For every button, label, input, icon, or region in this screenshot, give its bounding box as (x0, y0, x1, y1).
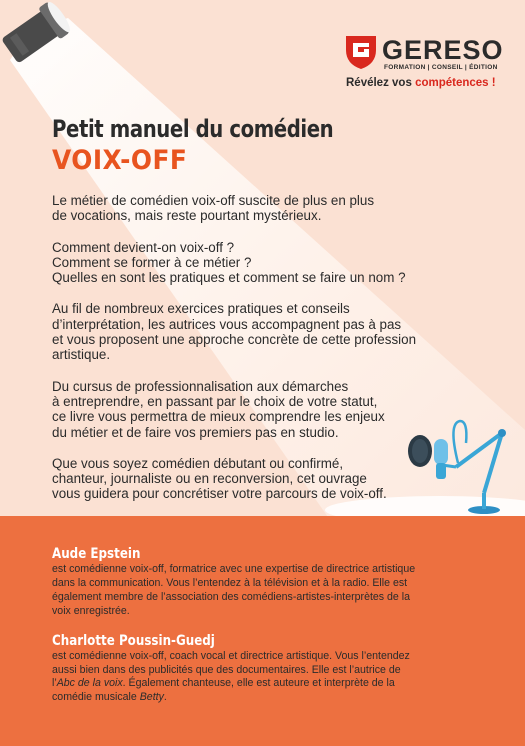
book-subtitle: VOIX-OFF (52, 145, 188, 176)
bio-text: est comédienne voix-off, coach vocal et directrice artistique. Vous l’entendez aussi bien dans des publicités que des documentaires. Elle est l’autrice de l’ (52, 649, 410, 690)
show-reference: Betty (139, 691, 164, 704)
book-title: Petit manuel du comédien (52, 115, 334, 143)
paragraph: Comment devient-on voix-off ? Comment se former à ce métier ? Quelles en sont les pratiques et comment se faire un nom ? (52, 239, 406, 286)
paragraph: Au fil de nombreux exercices pratiques et conseils d’interprétation, les autrices vous accompagnent pas à pas et vous proposent une approche concrète de cette profession artistique. (52, 301, 417, 363)
tagline-prefix: Révélez vos (346, 77, 412, 89)
book-reference: Abc de la voix (56, 677, 123, 690)
author-name: Charlotte Poussin-Guedj (52, 632, 215, 649)
authors (52, 546, 422, 719)
author-bio: est comédienne voix-off, formatrice avec une expertise de directrice artistique dans la communication. Vous l’entendez à la télévision et à la radio. Elle est également membre de l’association des comédiens-artistes-interprètes de la voix enregistrée. (52, 563, 416, 617)
author-name: Aude Epstein (52, 546, 141, 562)
paragraph: Que vous soyez comédien débutant ou confirmé, chanteur, journaliste ou en reconversion, cet ouvrage vous guidera pour concrétiser votre parcours de voix-off. (52, 455, 387, 502)
tagline-accent: compétences ! (415, 77, 496, 89)
bio-text: . (163, 691, 167, 704)
bio-text: . Également chanteuse, elle est auteure et interprète de la comédie musicale (52, 677, 395, 704)
spotlight-icon (0, 0, 80, 70)
microphone-stand-icon (398, 393, 510, 518)
paragraph: Du cursus de professionnalisation aux démarches à entreprendre, en passant par le choix de votre statut, ce livre vous permettra de mieux comprendre les enjeux du métier et de faire vos premiers pas en studio. (52, 378, 385, 440)
brand-name: GERESO (382, 35, 504, 65)
author-bio (52, 650, 422, 706)
paragraph: Le métier de comédien voix-off suscite de plus en plus de vocations, mais reste pourtant mystérieux. (52, 193, 375, 224)
description (52, 193, 447, 518)
brand-tagline (346, 77, 496, 89)
gereso-shield-icon (344, 34, 378, 70)
brand-subtitle: FORMATION | CONSEIL | ÉDITION (384, 64, 498, 71)
